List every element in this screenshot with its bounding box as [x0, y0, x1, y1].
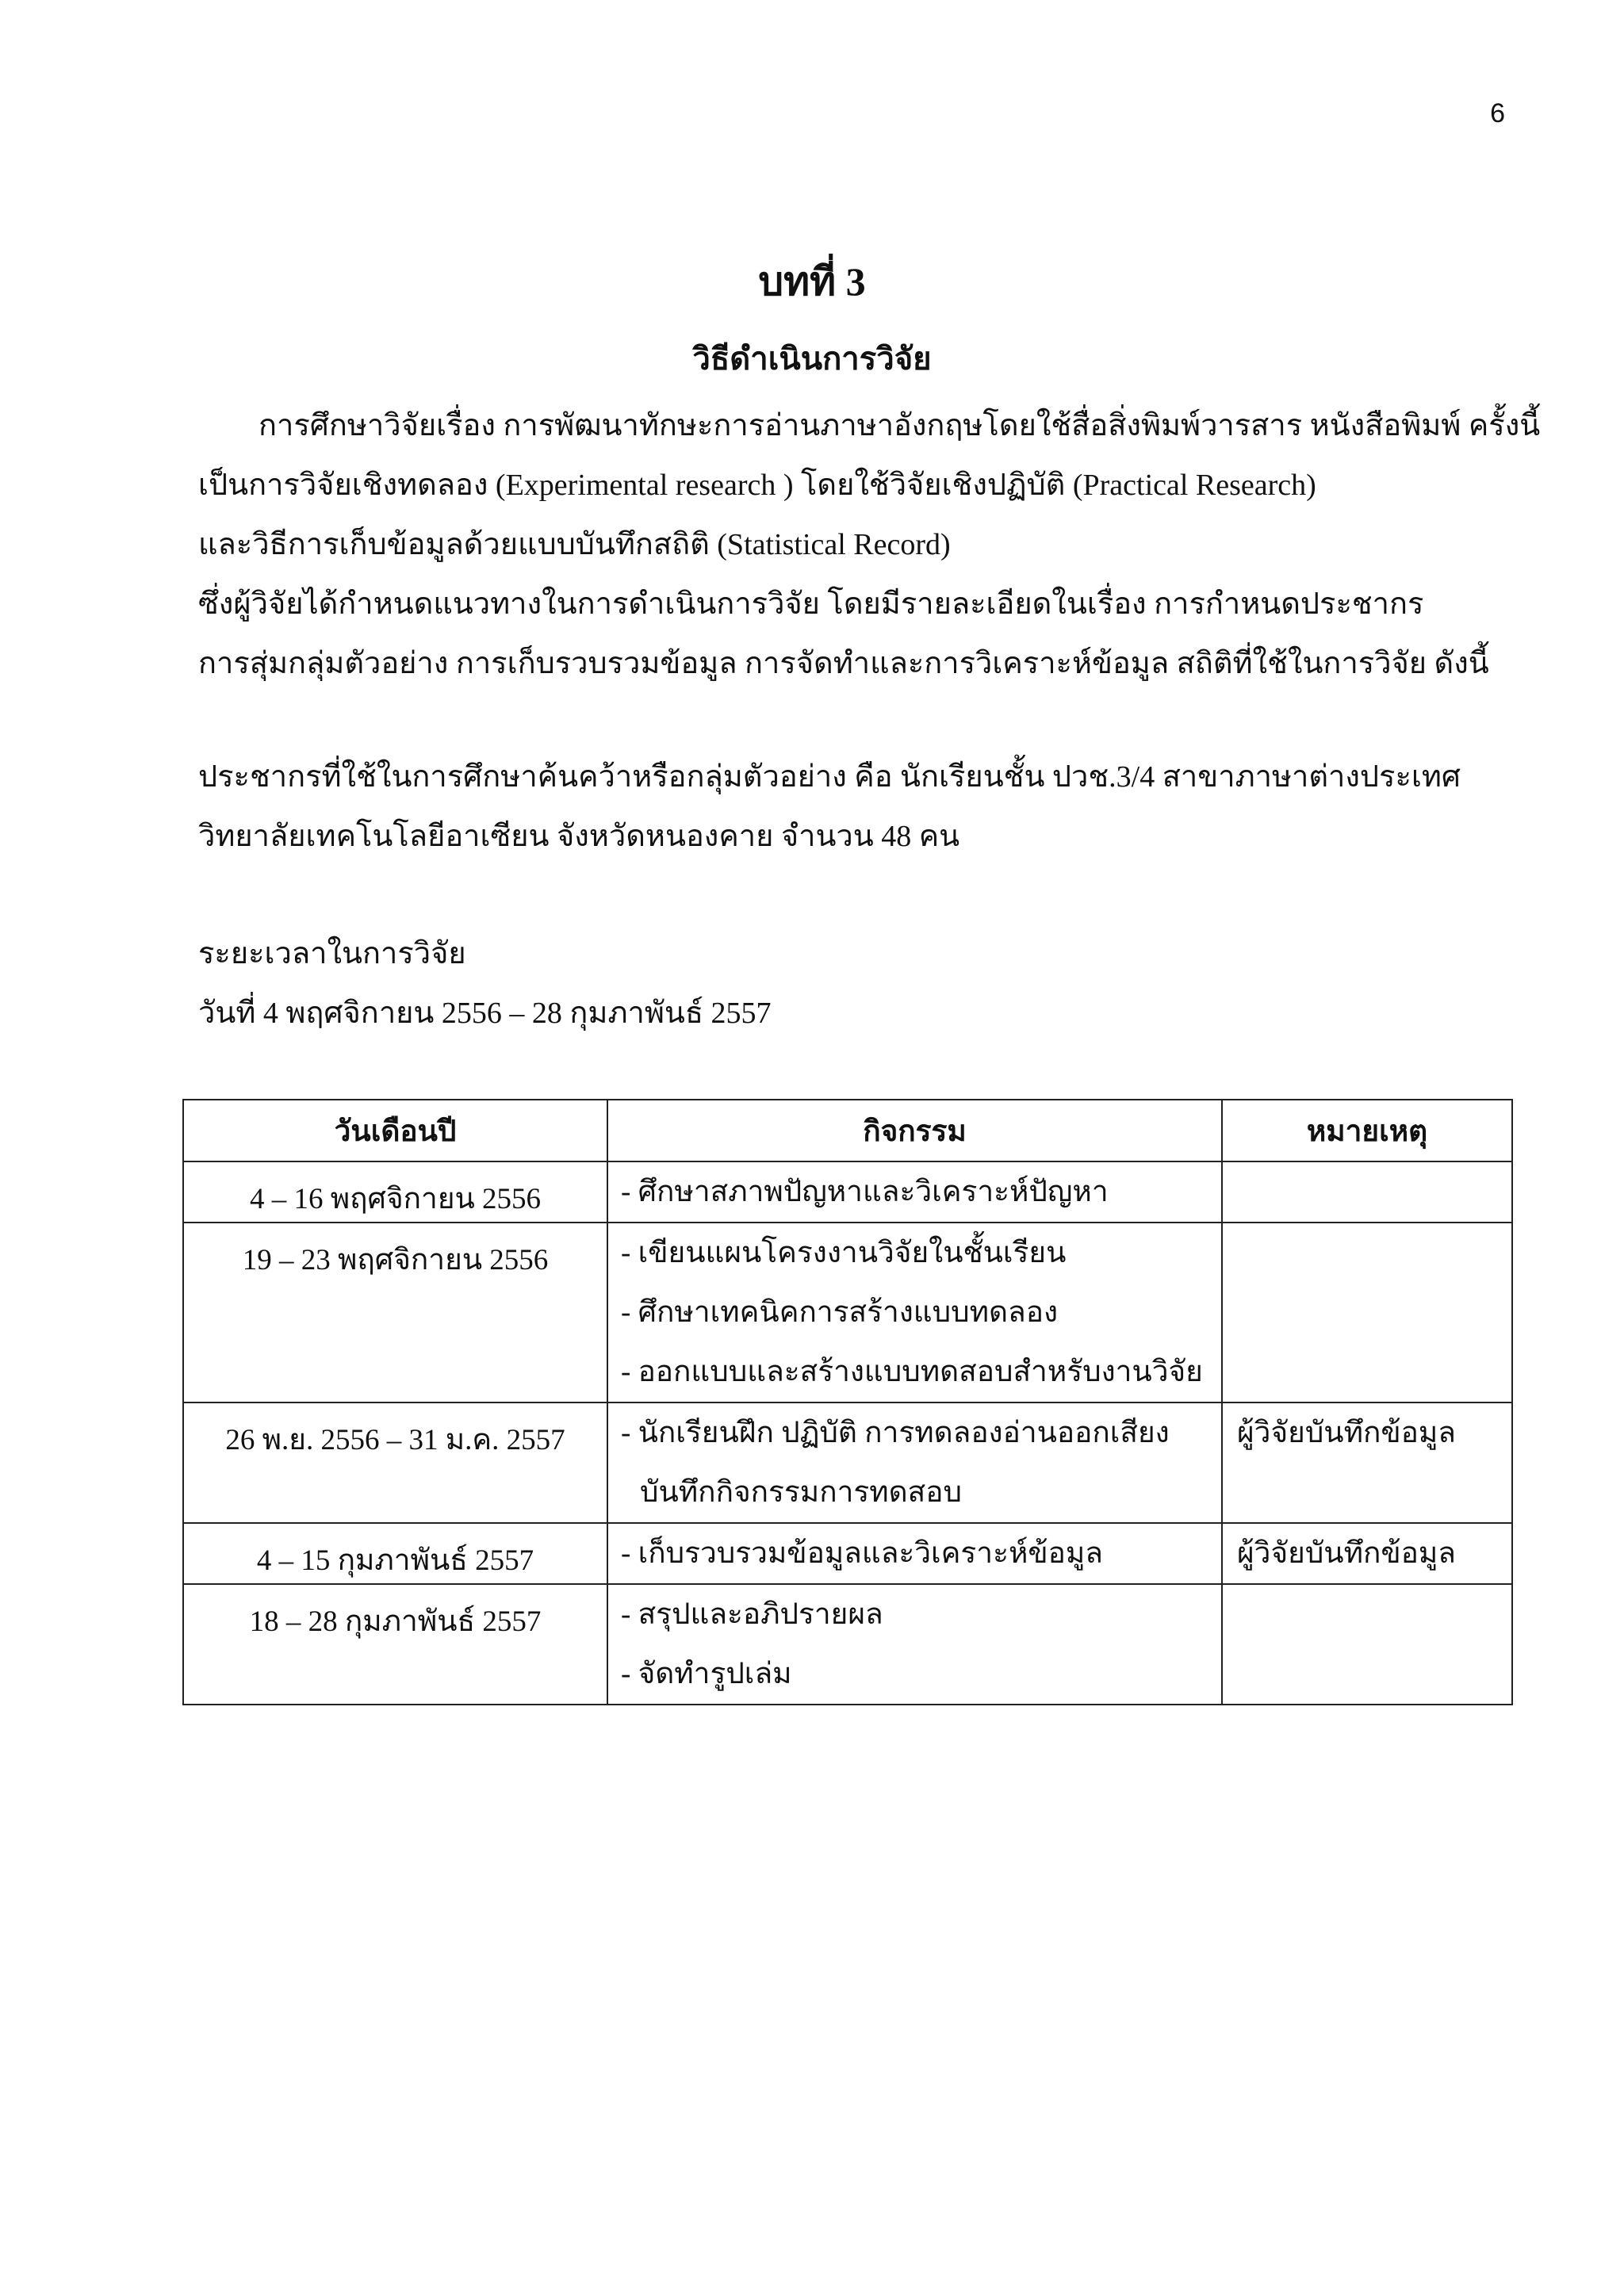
note-text: [1223, 1585, 1511, 1644]
row-date: 4 – 15 กุมภาพันธ์ 2557: [183, 1523, 607, 1584]
intro-line-3: และวิธีการเก็บข้อมูลด้วยแบบบันทึกสถิติ (Statistical Record): [198, 528, 951, 561]
row-activities: [607, 1161, 1222, 1223]
table-row: [183, 1223, 1512, 1402]
row-note: [1222, 1402, 1512, 1523]
row-date: 19 – 23 พฤศจิกายน 2556: [183, 1223, 607, 1402]
intro-line-1: การศึกษาวิจัยเรื่อง การพัฒนาทักษะการอ่านภาษาอังกฤษโดยใช้สื่อสิ่งพิมพ์วารสาร หนังสือพิมพ์ ครั้งนี้: [259, 409, 1541, 442]
intro-line-5: การสุ่มกลุ่มตัวอย่าง การเก็บรวบรวมข้อมูล การจัดทำและการวิเคราะห์ข้อมูล สถิติที่ใช้ในการวิจัย ดังนี้: [198, 647, 1489, 680]
row-note: [1222, 1223, 1512, 1402]
schedule-table: [182, 1099, 1513, 1705]
row-activities: [607, 1584, 1222, 1705]
activity-item: - ศึกษาสภาพปัญหาและวิเคราะห์ปัญหา: [621, 1176, 1109, 1208]
activity-item: - นักเรียนฝึก ปฏิบัติ การทดลองอ่านออกเสียง: [621, 1417, 1170, 1449]
note-text: [1223, 1162, 1511, 1222]
activity-item: - เก็บรวบรวมข้อมูลและวิเคราะห์ข้อมูล: [621, 1537, 1103, 1570]
population-line-1: ประชากรที่ใช้ในการศึกษาค้นคว้าหรือกลุ่มตัวอย่าง คือ นักเรียนชั้น ปวช.3/4 สาขาภาษาต่างประเทศ: [198, 760, 1461, 794]
table-header-row: [183, 1100, 1512, 1161]
section-title: วิธีดำเนินการวิจัย: [692, 341, 932, 377]
row-note: [1222, 1523, 1512, 1584]
population-line-2: วิทยาลัยเทคโนโลยีอาเซียน จังหวัดหนองคาย จำนวน 48 คน: [198, 820, 960, 853]
header-date: วันเดือนปี: [183, 1100, 607, 1161]
header-note: หมายเหตุ: [1222, 1100, 1512, 1161]
header-activity: กิจกรรม: [607, 1100, 1222, 1161]
row-activities: [607, 1402, 1222, 1523]
table-row: [183, 1402, 1512, 1523]
note-text: ผู้วิจัยบันทึกข้อมูล: [1237, 1417, 1456, 1449]
row-date: 4 – 16 พฤศจิกายน 2556: [183, 1161, 607, 1223]
table-row: [183, 1523, 1512, 1584]
intro-line-4: ซึ่งผู้วิจัยได้กำหนดแนวทางในการดำเนินการวิจัย โดยมีรายละเอียดในเรื่อง การกำหนดประชากร: [198, 587, 1424, 621]
row-date: 26 พ.ย. 2556 – 31 ม.ค. 2557: [183, 1402, 607, 1523]
activity-item: บันทึกกิจกรรมการทดสอบ: [640, 1476, 962, 1509]
activity-item: - ศึกษาเทคนิคการสร้างแบบทดลอง: [621, 1296, 1059, 1329]
note-text: [1223, 1223, 1511, 1283]
activity-item: - สรุปและอภิปรายผล: [621, 1598, 883, 1631]
row-date: 18 – 28 กุมภาพันธ์ 2557: [183, 1584, 607, 1705]
row-note: [1222, 1161, 1512, 1223]
table-row: [183, 1584, 1512, 1705]
intro-line-2: เป็นการวิจัยเชิงทดลอง (Experimental research ) โดยใช้วิจัยเชิงปฏิบัติ (Practical Research): [198, 469, 1316, 502]
duration-heading: ระยะเวลาในการวิจัย: [198, 937, 466, 970]
activity-item: - เขียนแผนโครงงานวิจัยในชั้นเรียน: [621, 1237, 1067, 1269]
duration-period: วันที่ 4 พฤศจิกายน 2556 – 28 กุมภาพันธ์ 2557: [198, 997, 772, 1030]
table-row: [183, 1161, 1512, 1223]
row-activities: [607, 1523, 1222, 1584]
chapter-title: บทที่ 3: [758, 259, 866, 304]
activity-item: - ออกแบบและสร้างแบบทดสอบสำหรับงานวิจัย: [621, 1356, 1203, 1388]
page-number: 6: [1490, 98, 1505, 128]
row-note: [1222, 1584, 1512, 1705]
note-text: ผู้วิจัยบันทึกข้อมูล: [1237, 1537, 1456, 1570]
activity-item: - จัดทำรูปเล่ม: [621, 1658, 792, 1690]
row-activities: [607, 1223, 1222, 1402]
